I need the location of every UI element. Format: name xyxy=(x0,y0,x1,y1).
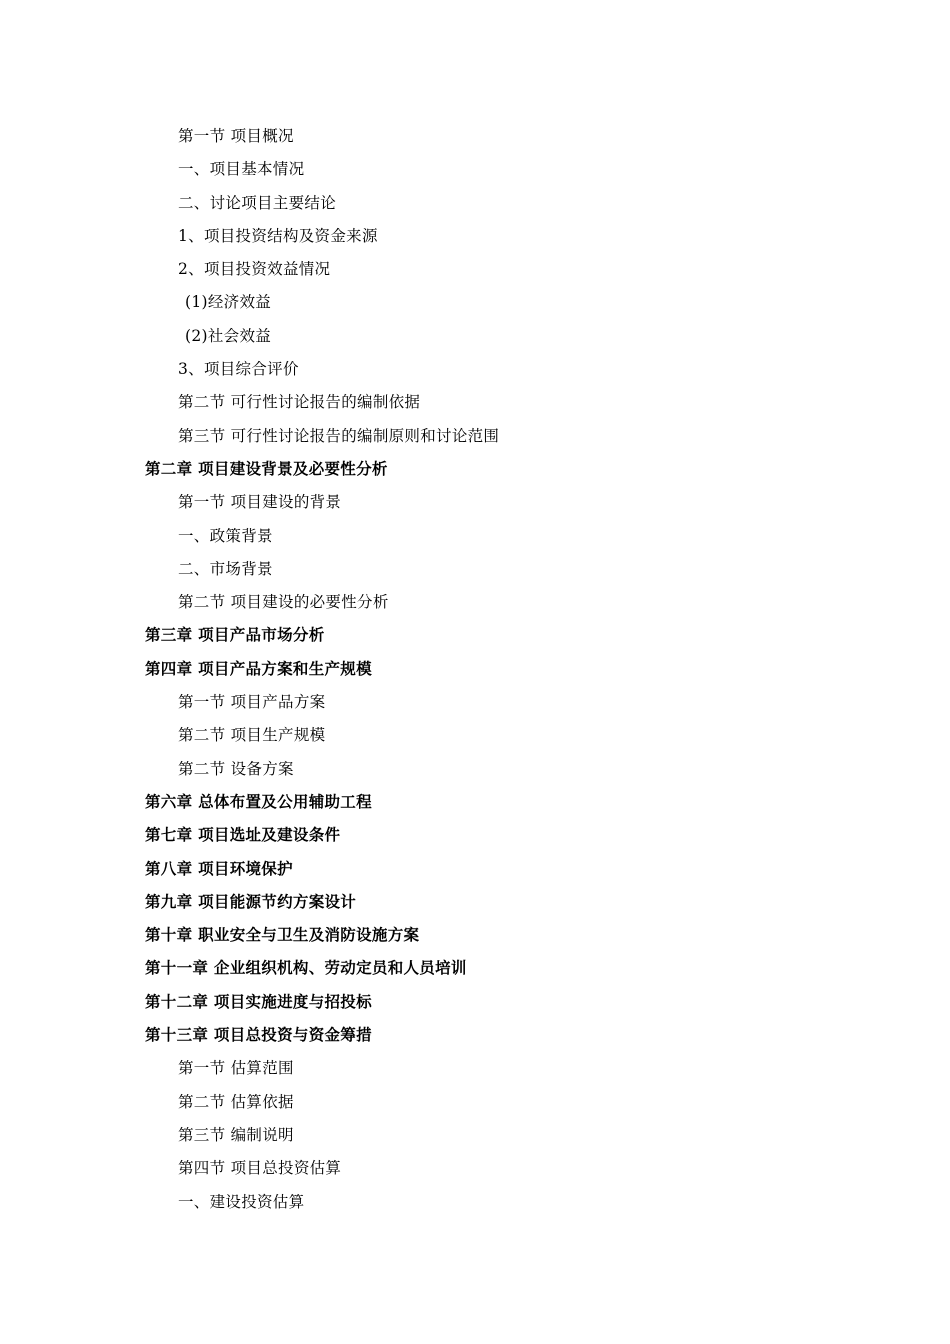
toc-chapter-heading: 第二章 项目建设背景及必要性分析 xyxy=(145,459,388,478)
toc-entry: 第二节 项目建设的必要性分析 xyxy=(178,593,389,612)
toc-entry: 第一节 项目概况 xyxy=(178,127,294,145)
toc-chapter-heading: 第四章 项目产品方案和生产规模 xyxy=(145,659,372,678)
toc-entry: 3、项目综合评价 xyxy=(178,360,299,379)
toc-chapter-heading: 第九章 项目能源节约方案设计 xyxy=(145,892,357,911)
toc-entry: 二、讨论项目主要结论 xyxy=(178,193,337,212)
toc-chapter-heading: 第十三章 项目总投资与资金筹措 xyxy=(145,1026,372,1045)
toc-chapter-heading: 第十章 职业安全与卫生及消防设施方案 xyxy=(145,926,420,945)
toc-entry: 第三节 编制说明 xyxy=(178,1125,294,1144)
toc-entry: 第一节 项目建设的背景 xyxy=(178,493,342,512)
toc-entry: 第一节 项目产品方案 xyxy=(178,693,326,712)
toc-chapter-heading: 第十一章 企业组织机构、劳动定员和人员培训 xyxy=(145,959,467,978)
toc-entry: 第二节 可行性讨论报告的编制依据 xyxy=(178,393,421,412)
toc-entry: 一、项目基本情况 xyxy=(178,160,305,179)
toc-entry: 1、项目投资结构及资金来源 xyxy=(178,226,378,245)
table-of-contents xyxy=(0,120,950,1219)
toc-chapter-heading: 第三章 项目产品市场分析 xyxy=(145,626,325,645)
toc-entry: (2)社会效益 xyxy=(185,326,272,345)
toc-entry: 第四节 项目总投资估算 xyxy=(178,1159,342,1178)
toc-entry: 第二节 设备方案 xyxy=(178,759,294,778)
toc-chapter-heading: 第七章 项目选址及建设条件 xyxy=(145,826,341,845)
toc-chapter-heading: 第八章 项目环境保护 xyxy=(145,859,293,878)
toc-entry: 第三节 可行性讨论报告的编制原则和讨论范围 xyxy=(178,426,500,445)
toc-entry: (1)经济效益 xyxy=(185,293,272,312)
toc-entry: 一、建设投资估算 xyxy=(178,1192,305,1211)
toc-chapter-heading: 第十二章 项目实施进度与招投标 xyxy=(145,992,372,1011)
toc-entry: 二、市场背景 xyxy=(178,559,273,578)
toc-entry: 2、项目投资效益情况 xyxy=(178,260,331,279)
toc-entry: 一、政策背景 xyxy=(178,526,273,545)
toc-entry: 第一节 估算范围 xyxy=(178,1059,294,1078)
toc-chapter-heading: 第六章 总体布置及公用辅助工程 xyxy=(145,792,372,811)
toc-entry: 第二节 估算依据 xyxy=(178,1092,294,1111)
toc-entry: 第二节 项目生产规模 xyxy=(178,726,326,745)
